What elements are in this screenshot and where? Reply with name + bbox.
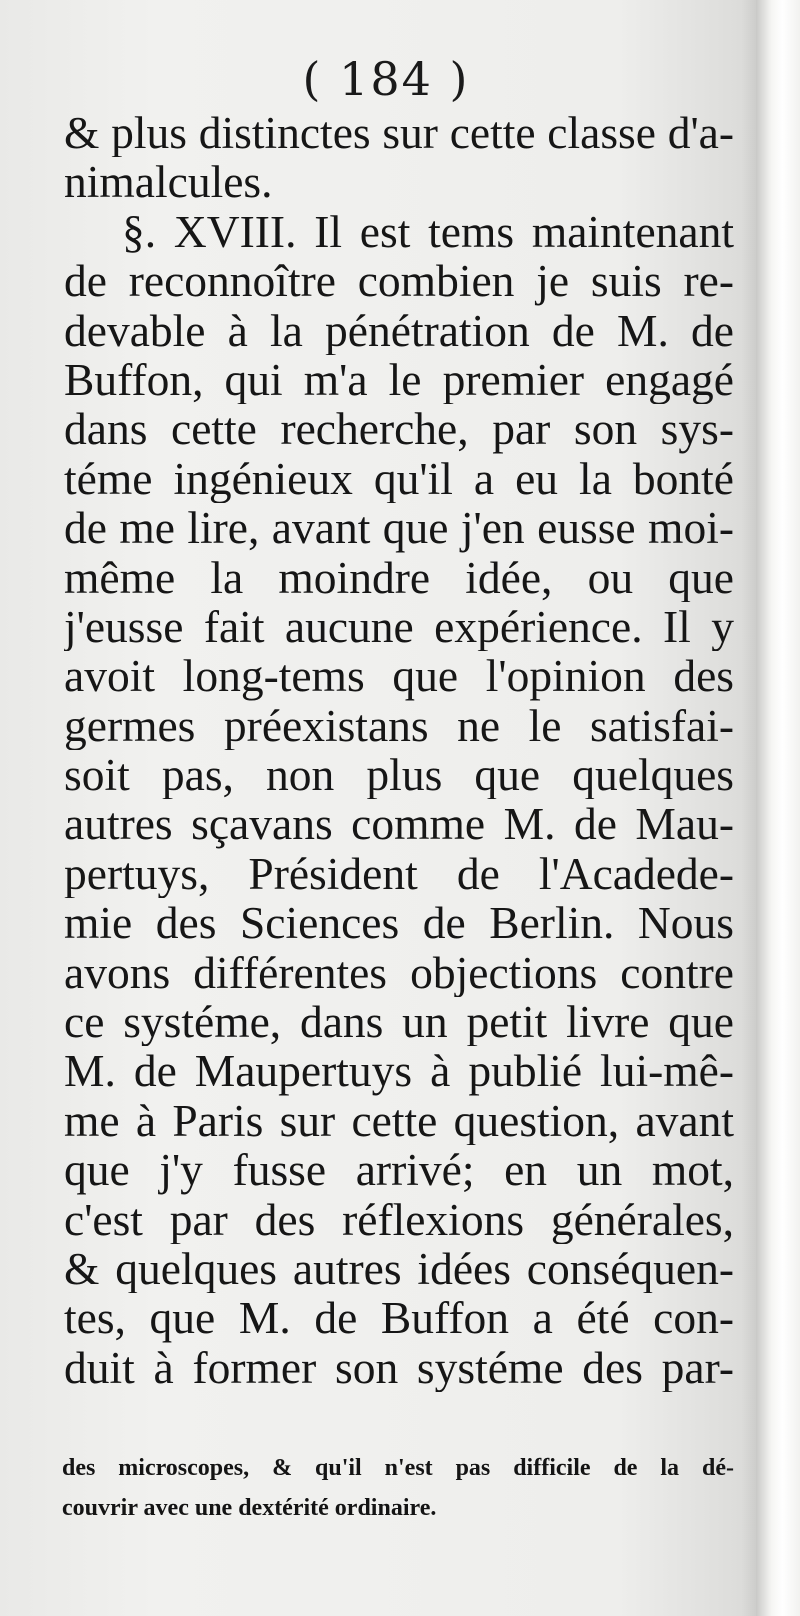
text-line: M. de Maupertuys à publié lui-mê- <box>64 1046 734 1096</box>
footnote-line: couvrir avec une dextérité ordinaire. <box>62 1495 437 1521</box>
text-line: c'est par des réflexions générales, <box>64 1194 734 1244</box>
text-line: avons différentes objections contre <box>64 947 734 998</box>
footnote-line: des microscopes, & qu'il n'est pas difficile de la dé- <box>62 1455 734 1481</box>
text-line: de me lire, avant que j'en eusse moi- <box>64 503 734 553</box>
body-text <box>64 108 734 1392</box>
text-line: ce systéme, dans un petit livre que <box>64 997 734 1047</box>
text-line: & quelques autres idées conséquen- <box>64 1243 734 1294</box>
text-line: & plus distinctes sur cette classe d'a- <box>64 108 734 158</box>
text-line: devable à la pénétration de M. de <box>64 305 734 355</box>
text-line: mie des Sciences de Berlin. Nous <box>64 898 734 948</box>
text-line: avoit long-tems que l'opinion des <box>64 651 734 701</box>
text-line: dans cette recherche, par son sys- <box>64 404 734 454</box>
text-line: pertuys, Président de l'Acadede- <box>64 848 734 899</box>
text-line: de reconnoître combien je suis re- <box>64 256 734 306</box>
text-line: me à Paris sur cette question, avant <box>64 1095 734 1146</box>
text-line: soit pas, non plus que quelques <box>64 750 734 800</box>
text-line: germes préexistans ne le satisfai- <box>64 700 734 751</box>
footnote <box>62 1448 734 1528</box>
text-line: j'eusse fait aucune expérience. Il y <box>64 601 734 652</box>
scan-margin <box>756 0 800 1616</box>
text-line: même la moindre idée, ou que <box>64 552 734 602</box>
page-number: ( 184 ) <box>302 52 470 106</box>
text-line: autres sçavans comme M. de Mau- <box>64 799 734 849</box>
text-line: téme ingénieux qu'il a eu la bonté <box>64 453 734 504</box>
text-line: tes, que M. de Buffon a été con- <box>64 1293 734 1343</box>
text-line: duit à former son systéme des par- <box>64 1342 734 1393</box>
text-line: que j'y fusse arrivé; en un mot, <box>64 1145 734 1195</box>
text-line: §. XVIII. Il est tems maintenant <box>122 206 734 257</box>
text-line: Buffon, qui m'a le premier engagé <box>64 354 734 405</box>
text-line: nimalcules. <box>64 157 273 207</box>
